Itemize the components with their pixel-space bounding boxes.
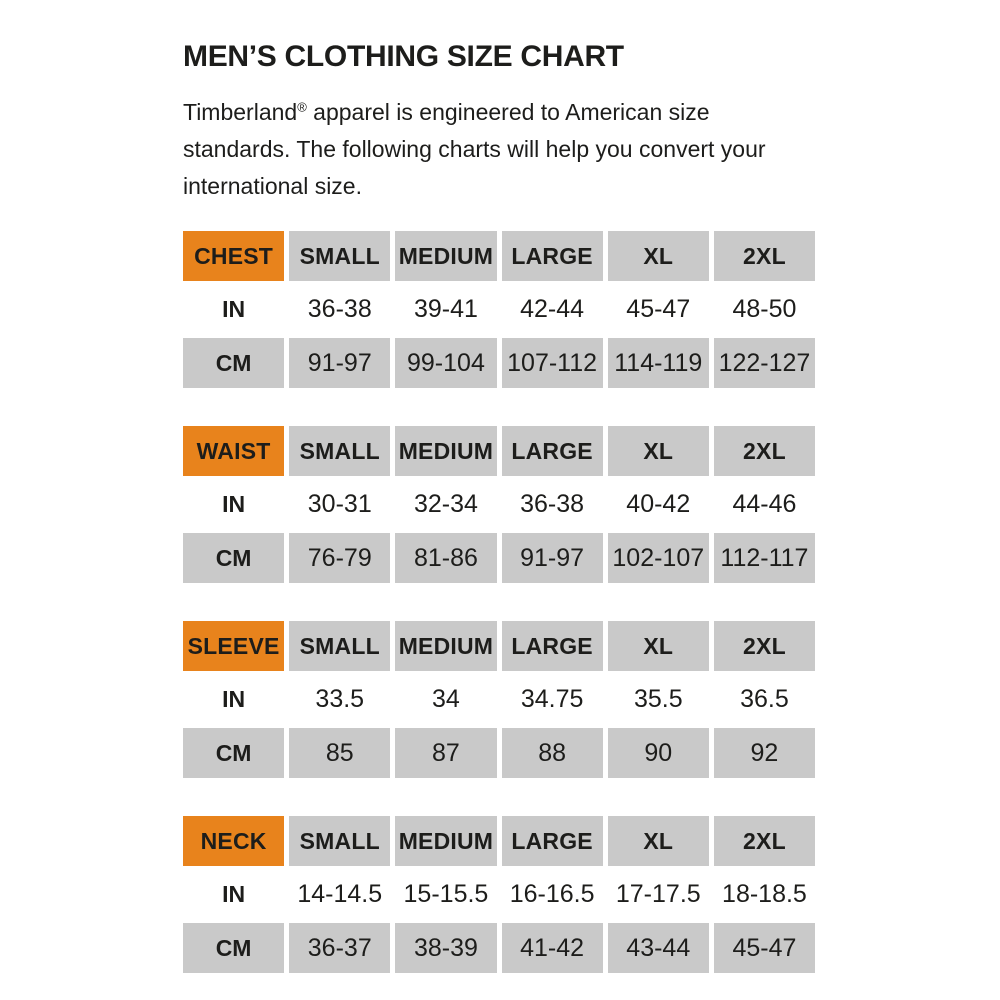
neck-cm-value-2xl: 45-47 — [714, 923, 815, 973]
sleeve-cm-value-xl: 90 — [608, 728, 709, 778]
size-header-2xl: 2XL — [714, 816, 815, 866]
chest-cm-value-medium: 99-104 — [395, 338, 496, 388]
chest-in-value-large: 42-44 — [520, 295, 585, 323]
waist-in-value-large: 36-38 — [520, 490, 585, 518]
unit-label-cm: CM — [183, 533, 284, 583]
size-header-large: LARGE — [502, 231, 603, 281]
sleeve-in-value-small: 33.5 — [315, 685, 365, 713]
size-header-xl: XL — [608, 231, 709, 281]
chest-cm-value-xl: 114-119 — [608, 338, 709, 388]
waist-cm-value-2xl: 112-117 — [714, 533, 815, 583]
chest-in-value-medium: 39-41 — [413, 295, 478, 323]
intro-text — [183, 94, 1000, 205]
neck-cm-value-medium: 38-39 — [395, 923, 496, 973]
sleeve-in-value-medium: 34 — [432, 685, 460, 713]
header-row-sleeve — [183, 621, 815, 671]
waist-cm-value-xl: 102-107 — [608, 533, 709, 583]
chest-cm-value-2xl: 122-127 — [714, 338, 815, 388]
neck-in-value-small: 14-14.5 — [297, 880, 383, 908]
neck-in-value-xl: 17-17.5 — [615, 880, 701, 908]
size-table-neck — [183, 816, 815, 973]
unit-label-in: IN — [222, 296, 246, 322]
unit-label-in: IN — [222, 881, 246, 907]
size-header-small: SMALL — [289, 426, 390, 476]
table-label-chest: CHEST — [183, 231, 284, 281]
waist-in-value-medium: 32-34 — [413, 490, 478, 518]
size-header-small: SMALL — [289, 621, 390, 671]
size-header-medium: MEDIUM — [395, 816, 496, 866]
neck-cm-value-large: 41-42 — [502, 923, 603, 973]
waist-in-row — [183, 476, 815, 533]
neck-cm-value-small: 36-37 — [289, 923, 390, 973]
unit-label-cm: CM — [183, 923, 284, 973]
size-header-large: LARGE — [502, 816, 603, 866]
chest-cm-row — [183, 338, 815, 388]
sleeve-cm-row — [183, 728, 815, 778]
intro-line-1 — [183, 94, 1000, 131]
table-label-sleeve: SLEEVE — [183, 621, 284, 671]
sleeve-cm-value-large: 88 — [502, 728, 603, 778]
sleeve-cm-value-2xl: 92 — [714, 728, 815, 778]
size-header-xl: XL — [608, 621, 709, 671]
size-header-large: LARGE — [502, 621, 603, 671]
neck-cm-value-xl: 43-44 — [608, 923, 709, 973]
waist-cm-value-medium: 81-86 — [395, 533, 496, 583]
chest-in-value-xl: 45-47 — [626, 295, 691, 323]
header-row-neck — [183, 816, 815, 866]
size-header-2xl: 2XL — [714, 231, 815, 281]
neck-in-row — [183, 866, 815, 923]
size-table-chest — [183, 231, 815, 388]
waist-in-value-2xl: 44-46 — [732, 490, 797, 518]
size-table-sleeve — [183, 621, 815, 778]
table-label-waist: WAIST — [183, 426, 284, 476]
unit-label-in: IN — [222, 491, 246, 517]
sleeve-cm-value-small: 85 — [289, 728, 390, 778]
size-header-medium: MEDIUM — [395, 426, 496, 476]
chest-in-value-small: 36-38 — [307, 295, 372, 323]
sleeve-cm-value-medium: 87 — [395, 728, 496, 778]
intro-line-3: international size. — [183, 173, 362, 199]
header-row-waist — [183, 426, 815, 476]
intro-line-1-rest: apparel is engineered to American size — [306, 99, 710, 125]
waist-cm-value-large: 91-97 — [502, 533, 603, 583]
unit-label-cm: CM — [183, 728, 284, 778]
neck-in-value-large: 16-16.5 — [509, 880, 595, 908]
sleeve-in-value-large: 34.75 — [520, 685, 584, 713]
size-header-medium: MEDIUM — [395, 231, 496, 281]
waist-cm-row — [183, 533, 815, 583]
sleeve-in-value-2xl: 36.5 — [740, 685, 789, 713]
size-header-xl: XL — [608, 816, 709, 866]
size-header-small: SMALL — [289, 816, 390, 866]
neck-cm-row — [183, 923, 815, 973]
chest-in-row — [183, 281, 815, 338]
size-header-2xl: 2XL — [714, 621, 815, 671]
size-header-medium: MEDIUM — [395, 621, 496, 671]
size-header-large: LARGE — [502, 426, 603, 476]
chest-in-value-2xl: 48-50 — [732, 295, 797, 323]
waist-in-value-xl: 40-42 — [626, 490, 691, 518]
table-label-neck: NECK — [183, 816, 284, 866]
neck-in-value-2xl: 18-18.5 — [722, 880, 807, 908]
size-header-small: SMALL — [289, 231, 390, 281]
intro-line-2: standards. The following charts will help you convert your — [183, 136, 766, 162]
size-header-2xl: 2XL — [714, 426, 815, 476]
size-header-xl: XL — [608, 426, 709, 476]
sleeve-in-value-xl: 35.5 — [633, 685, 683, 713]
unit-label-cm: CM — [183, 338, 284, 388]
neck-in-value-medium: 15-15.5 — [403, 880, 489, 908]
page-title: MEN’S CLOTHING SIZE CHART — [183, 40, 624, 73]
registered-trademark-mark: ® — [297, 99, 307, 115]
waist-in-value-small: 30-31 — [307, 490, 372, 518]
brand-name: Timberland — [183, 99, 298, 125]
waist-cm-value-small: 76-79 — [289, 533, 390, 583]
sleeve-in-row — [183, 671, 815, 728]
chest-cm-value-small: 91-97 — [289, 338, 390, 388]
size-tables — [183, 231, 815, 973]
chest-cm-value-large: 107-112 — [502, 338, 603, 388]
unit-label-in: IN — [222, 686, 246, 712]
header-row-chest — [183, 231, 815, 281]
size-table-waist — [183, 426, 815, 583]
